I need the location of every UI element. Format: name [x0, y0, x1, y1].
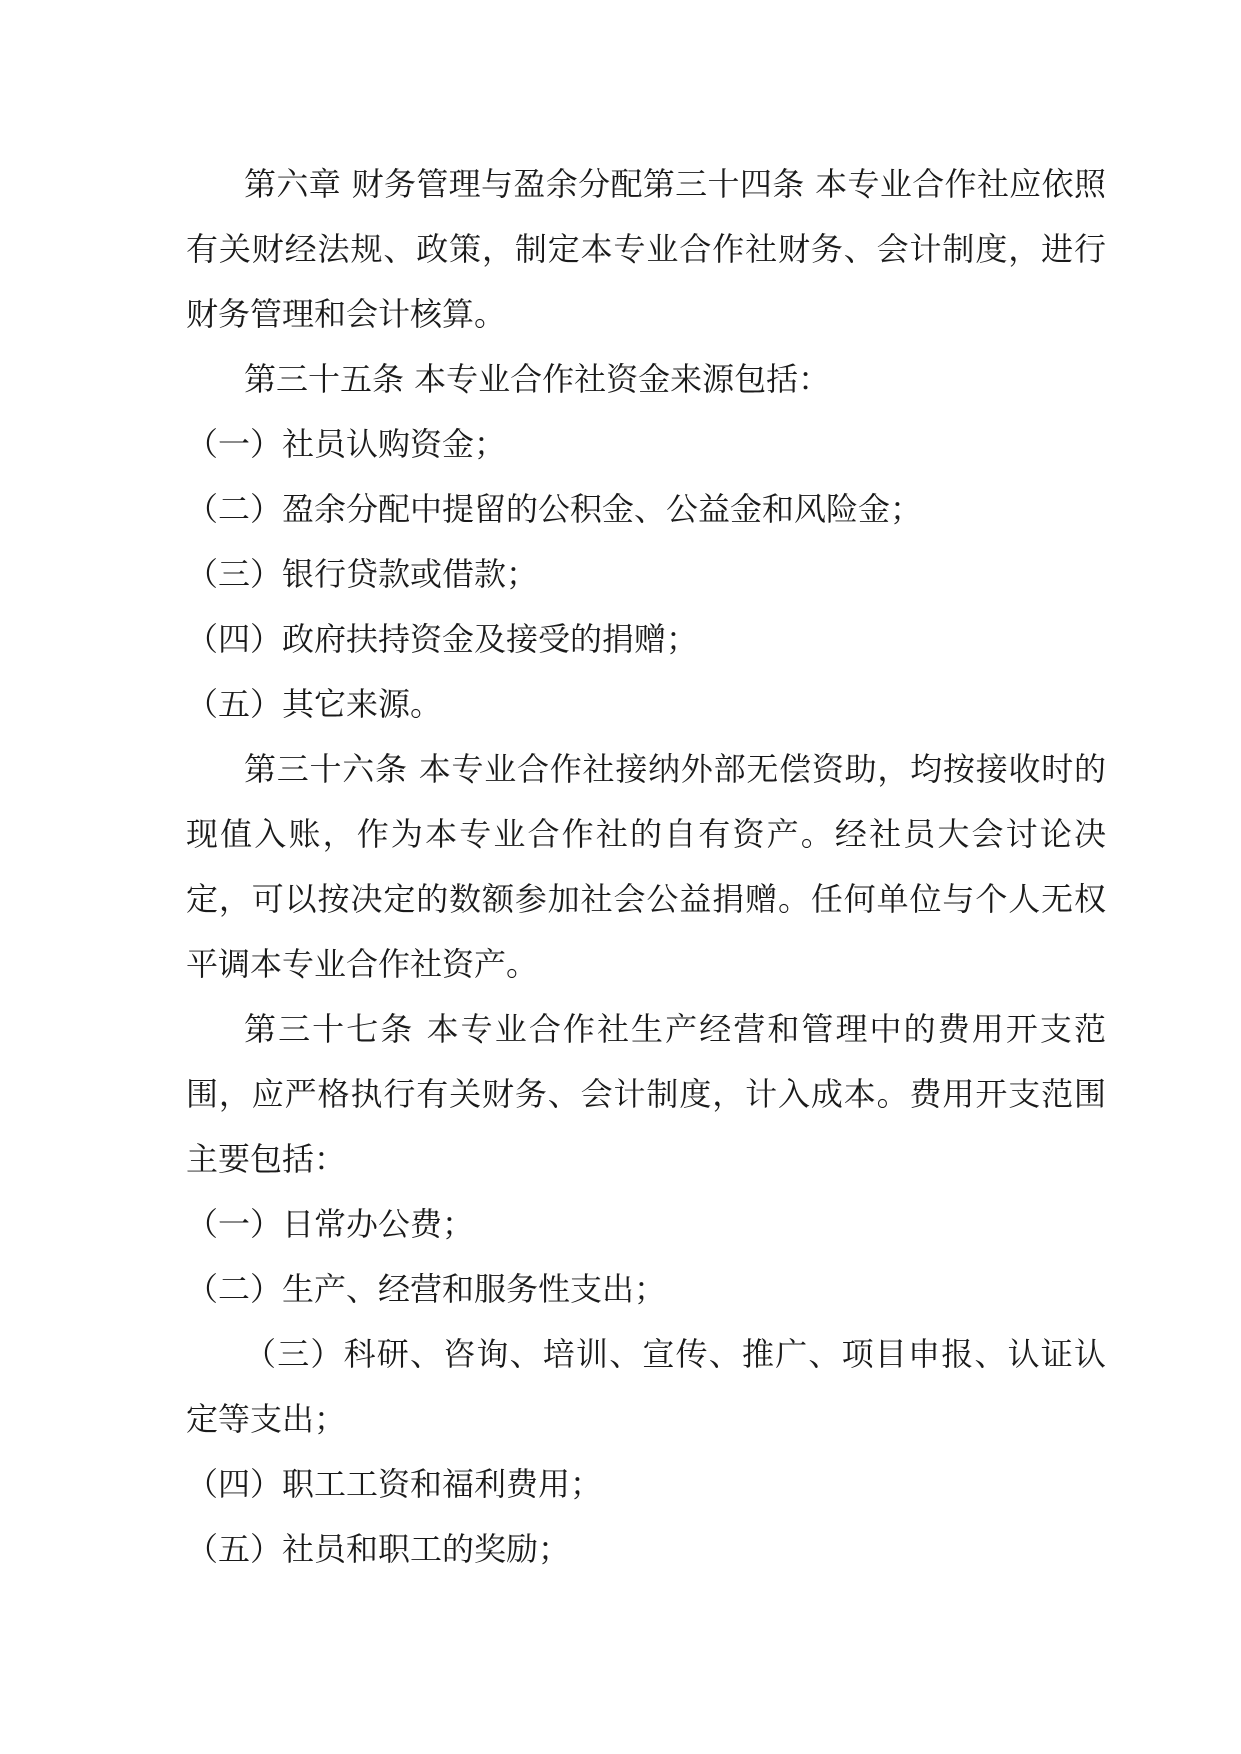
list-item: （五）其它来源。 [186, 685, 443, 723]
list-item: （三）科研、咨询、培训、宣传、推广、项目申报、认证认定等支出； [186, 1335, 1106, 1438]
list-item: （二）生产、经营和服务性支出； [186, 1270, 667, 1308]
list-item: （四）职工工资和福利费用； [186, 1465, 603, 1503]
paragraph-article-37: 第三十七条 本专业合作社生产经营和管理中的费用开支范围，应严格执行有关财务、会计制度，计入成本。费用开支范围主要包括： [186, 1010, 1106, 1178]
list-item: （一）日常办公费； [186, 1205, 475, 1243]
list-item: （一）社员认购资金； [186, 425, 507, 463]
paragraph-article-34: 第六章 财务管理与盈余分配第三十四条 本专业合作社应依照有关财经法规、政策，制定本专业合作社财务、会计制度，进行财务管理和会计核算。 [186, 165, 1106, 333]
list-item: （二）盈余分配中提留的公积金、公益金和风险金； [186, 490, 923, 528]
list-item: （五）社员和职工的奖励； [186, 1530, 571, 1568]
list-item: （四）政府扶持资金及接受的捐赠； [186, 620, 699, 658]
paragraph-article-36: 第三十六条 本专业合作社接纳外部无偿资助，均按接收时的现值入账，作为本专业合作社的自有资产。经社员大会讨论决定，可以按决定的数额参加社会公益捐赠。任何单位与个人无权平调本专业合作社资产。 [186, 750, 1106, 983]
list-item: （三）银行贷款或借款； [186, 555, 539, 593]
document-body [186, 152, 1106, 1582]
paragraph-article-35: 第三十五条 本专业合作社资金来源包括： [244, 360, 831, 398]
